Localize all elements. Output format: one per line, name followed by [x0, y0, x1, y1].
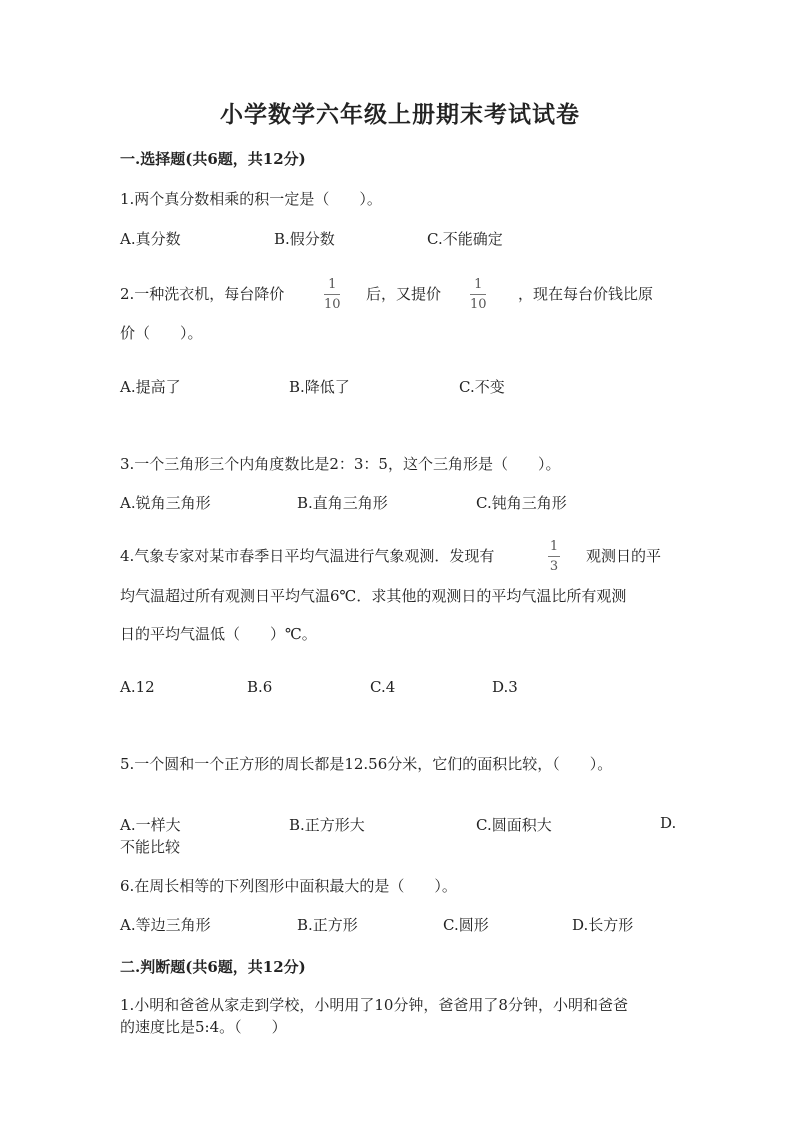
question-2-line2: 价（ ）。	[120, 324, 203, 342]
fraction-one-third	[548, 540, 560, 573]
fraction-bar	[470, 294, 486, 295]
question-3: 3.一个三角形三个内角度数比是2：3：5，这个三角形是（ ）。	[120, 455, 561, 473]
fraction-denominator: 10	[470, 297, 487, 312]
q4-option-a: A.12	[120, 678, 155, 696]
question-6: 6.在周长相等的下列图形中面积最大的是（ ）。	[120, 877, 457, 895]
q2-option-a: A.提高了	[120, 378, 181, 396]
question-4-line2: 均气温超过所有观测日平均气温6℃．求其他的观测日的平均气温比所有观测	[120, 587, 627, 605]
q3-option-a: A.锐角三角形	[120, 494, 211, 512]
q4-option-c: C.4	[370, 678, 396, 696]
question-2-part3: ，现在每台价钱比原	[518, 285, 654, 303]
fraction-numerator: 1	[328, 277, 337, 292]
fraction-one-tenth	[324, 278, 341, 311]
question-4-part2: 观测日的平	[586, 547, 662, 565]
q6-option-b: B.正方形	[297, 916, 358, 934]
section-heading-choice: 一.选择题(共6题，共12分)	[120, 150, 306, 168]
q6-option-a: A.等边三角形	[120, 916, 211, 934]
fraction-bar	[324, 294, 340, 295]
judge-question-1-line1: 1.小明和爸爸从家走到学校，小明用了10分钟，爸爸用了8分钟，小明和爸爸	[120, 996, 628, 1014]
fraction-numerator: 1	[549, 539, 559, 554]
q2-option-b: B.降低了	[289, 378, 350, 396]
fraction-one-tenth	[470, 278, 487, 311]
page-title: 小学数学六年级上册期末考试试卷	[220, 101, 580, 128]
q4-option-d: D.3	[492, 678, 518, 696]
q3-option-b: B.直角三角形	[297, 494, 388, 512]
question-2-part2: 后，又提价	[366, 285, 442, 303]
q3-option-c: C.钝角三角形	[476, 494, 567, 512]
question-2-part1: 2.一种洗衣机，每台降价	[120, 285, 285, 303]
section-heading-judge: 二.判断题(共6题，共12分)	[120, 958, 306, 976]
q1-option-c: C.不能确定	[427, 230, 503, 248]
fraction-bar	[548, 556, 560, 557]
q2-option-c: C.不变	[459, 378, 505, 396]
q5-option-a: A.一样大	[120, 816, 181, 834]
question-5: 5.一个圆和一个正方形的周长都是12.56分米，它们的面积比较，（ ）。	[120, 755, 613, 773]
q5-option-d: D.	[660, 814, 677, 832]
q5-option-c: C.圆面积大	[476, 816, 552, 834]
question-4-line3: 日的平均气温低（ ）℃。	[120, 625, 317, 643]
q6-option-d: D.长方形	[572, 916, 634, 934]
fraction-denominator: 3	[549, 559, 559, 574]
q5-option-b: B.正方形大	[289, 816, 365, 834]
q6-option-c: C.圆形	[443, 916, 489, 934]
q5-option-d-text: 不能比较	[120, 838, 181, 856]
q4-option-b: B.6	[247, 678, 273, 696]
question-4-part1: 4.气象专家对某市春季日平均气温进行气象观测．发现有	[120, 547, 495, 565]
q1-option-a: A.真分数	[120, 230, 181, 248]
fraction-denominator: 10	[324, 297, 341, 312]
question-1: 1.两个真分数相乘的积一定是（ ）。	[120, 190, 382, 208]
fraction-numerator: 1	[474, 277, 483, 292]
judge-question-1-line2: 的速度比是5:4。（ ）	[120, 1018, 287, 1036]
q1-option-b: B.假分数	[274, 230, 335, 248]
